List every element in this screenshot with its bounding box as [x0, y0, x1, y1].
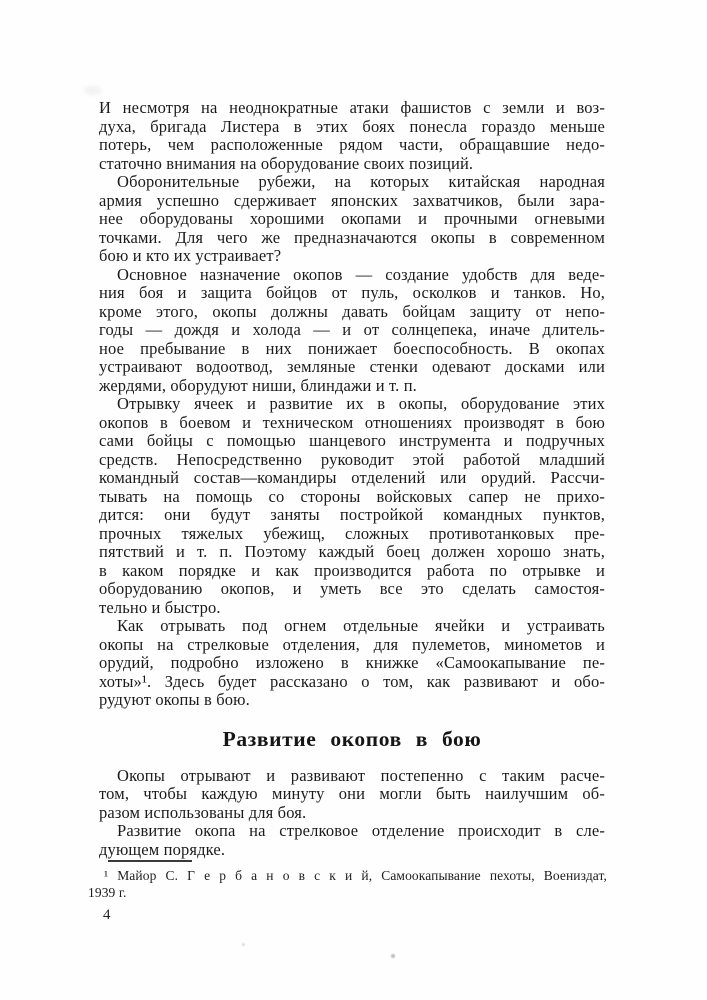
text-line: тельно и быстро.: [99, 598, 221, 617]
text-line: дующем порядке.: [99, 840, 226, 859]
scan-speck: [391, 954, 395, 958]
text-line: окопов в боевом и техническом отношениях производят в бою: [99, 413, 605, 432]
text-line: жердями, оборудуют ниши, блиндажи и т. п.: [99, 376, 417, 395]
text-line: разом использованы для боя.: [99, 803, 307, 822]
section-heading: Развитие окопов в бою: [222, 726, 482, 751]
scan-smudge: [84, 86, 102, 95]
paragraph: [99, 99, 605, 173]
text-line: армия успешно сдерживает японских захватчиков, были зара-: [99, 191, 605, 210]
text-line: ния боя и защита бойцов от пуль, осколков и танков. Но,: [99, 284, 605, 302]
body-text-after-heading: [99, 767, 605, 860]
text-line: годы — дождя и холода — и от солнцепека, иначе длитель-: [99, 321, 605, 339]
paragraph: [99, 767, 605, 823]
paragraph: [99, 266, 605, 396]
text-line: Окопы отрывают и развивают постепенно с таким расче-: [117, 766, 605, 785]
text-line: средств. Непосредственно руководит этой работой младший: [99, 450, 605, 469]
text-line: хоты»¹. Здесь будет рассказано о том, как развивают и обо-: [99, 672, 605, 691]
footnote-line: ¹ Майор С. Г е р б а н о в с к и й, Самоокапывание пехоты, Воениздат,: [104, 868, 607, 883]
text-line: командный состав—командиры отделений или орудий. Рассчи-: [99, 469, 605, 487]
body-text-before-heading: [99, 99, 605, 710]
text-line: пятствий и т. п. Поэтому каждый боец должен хорошо знать,: [99, 543, 605, 561]
page-number: 4: [103, 907, 111, 923]
text-line: орудий, подробно изложено в книжке «Самоокапывание пе-: [99, 654, 605, 672]
footnote-line: 1939 г.: [88, 884, 127, 900]
text-line: в каком порядке и как производится работа по отрывке и: [99, 561, 605, 580]
paragraph: [99, 395, 605, 617]
text-line: духа, бригада Листера в этих боях понесла гораздо меньше: [99, 117, 605, 136]
text-line: статочно внимания на оборудование своих позиций.: [99, 154, 474, 173]
text-line: Основное назначение окопов — создание удобств для веде-: [117, 265, 605, 284]
text-line: прочных тяжелых убежищ, сложных противотанковых пре-: [99, 524, 605, 543]
text-line: оборудованию окопов, и уметь все это сделать самостоя-: [99, 580, 605, 598]
text-line: точками. Для чего же предназначаются окопы в современном: [99, 228, 605, 247]
text-line: сами бойцы с помощью шанцевого инструмента и подручных: [99, 432, 605, 450]
text-line: кроме этого, окопы должны давать бойцам защиту от непо-: [99, 302, 605, 321]
text-line: бою и кто их устраивает?: [99, 247, 282, 265]
text-line: нее оборудованы хорошими окопами и прочными огневыми: [99, 210, 605, 228]
paragraph: [99, 173, 605, 266]
paragraph: [99, 617, 605, 710]
text-line: рудуют окопы в бою.: [99, 691, 250, 709]
text-line: потерь, чем расположенные рядом части, обращавшие недо-: [99, 136, 605, 154]
text-line: окопы на стрелковые отделения, для пулеметов, минометов и: [99, 635, 605, 654]
footnote: [88, 868, 607, 901]
footnote-divider: [108, 860, 192, 862]
text-line: И несмотря на неоднократные атаки фашистов с земли и воз-: [99, 99, 605, 117]
text-line: Отрывку ячеек и развитие их в окопы, оборудование этих: [117, 395, 605, 413]
paragraph: [99, 822, 605, 859]
text-column: [99, 99, 605, 859]
text-line: дится: они будут заняты постройкой командных пунктов,: [99, 506, 605, 524]
text-line: ное пребывание в них понижает боеспособность. В окопах: [99, 339, 605, 358]
text-line: Оборонительные рубежи, на которых китайская народная: [117, 173, 605, 191]
text-line: тывать на помощь со стороны войсковых сапер не прихо-: [99, 487, 605, 506]
text-line: том, чтобы каждую минуту они могли быть наилучшим об-: [99, 785, 605, 803]
scan-speck: [242, 943, 245, 946]
text-line: Как отрывать под огнем отдельные ячейки и устраивать: [117, 617, 605, 635]
text-line: Развитие окопа на стрелковое отделение происходит в сле-: [117, 822, 605, 840]
text-line: устраивают водоотвод, земляные стенки одевают досками или: [99, 358, 605, 376]
